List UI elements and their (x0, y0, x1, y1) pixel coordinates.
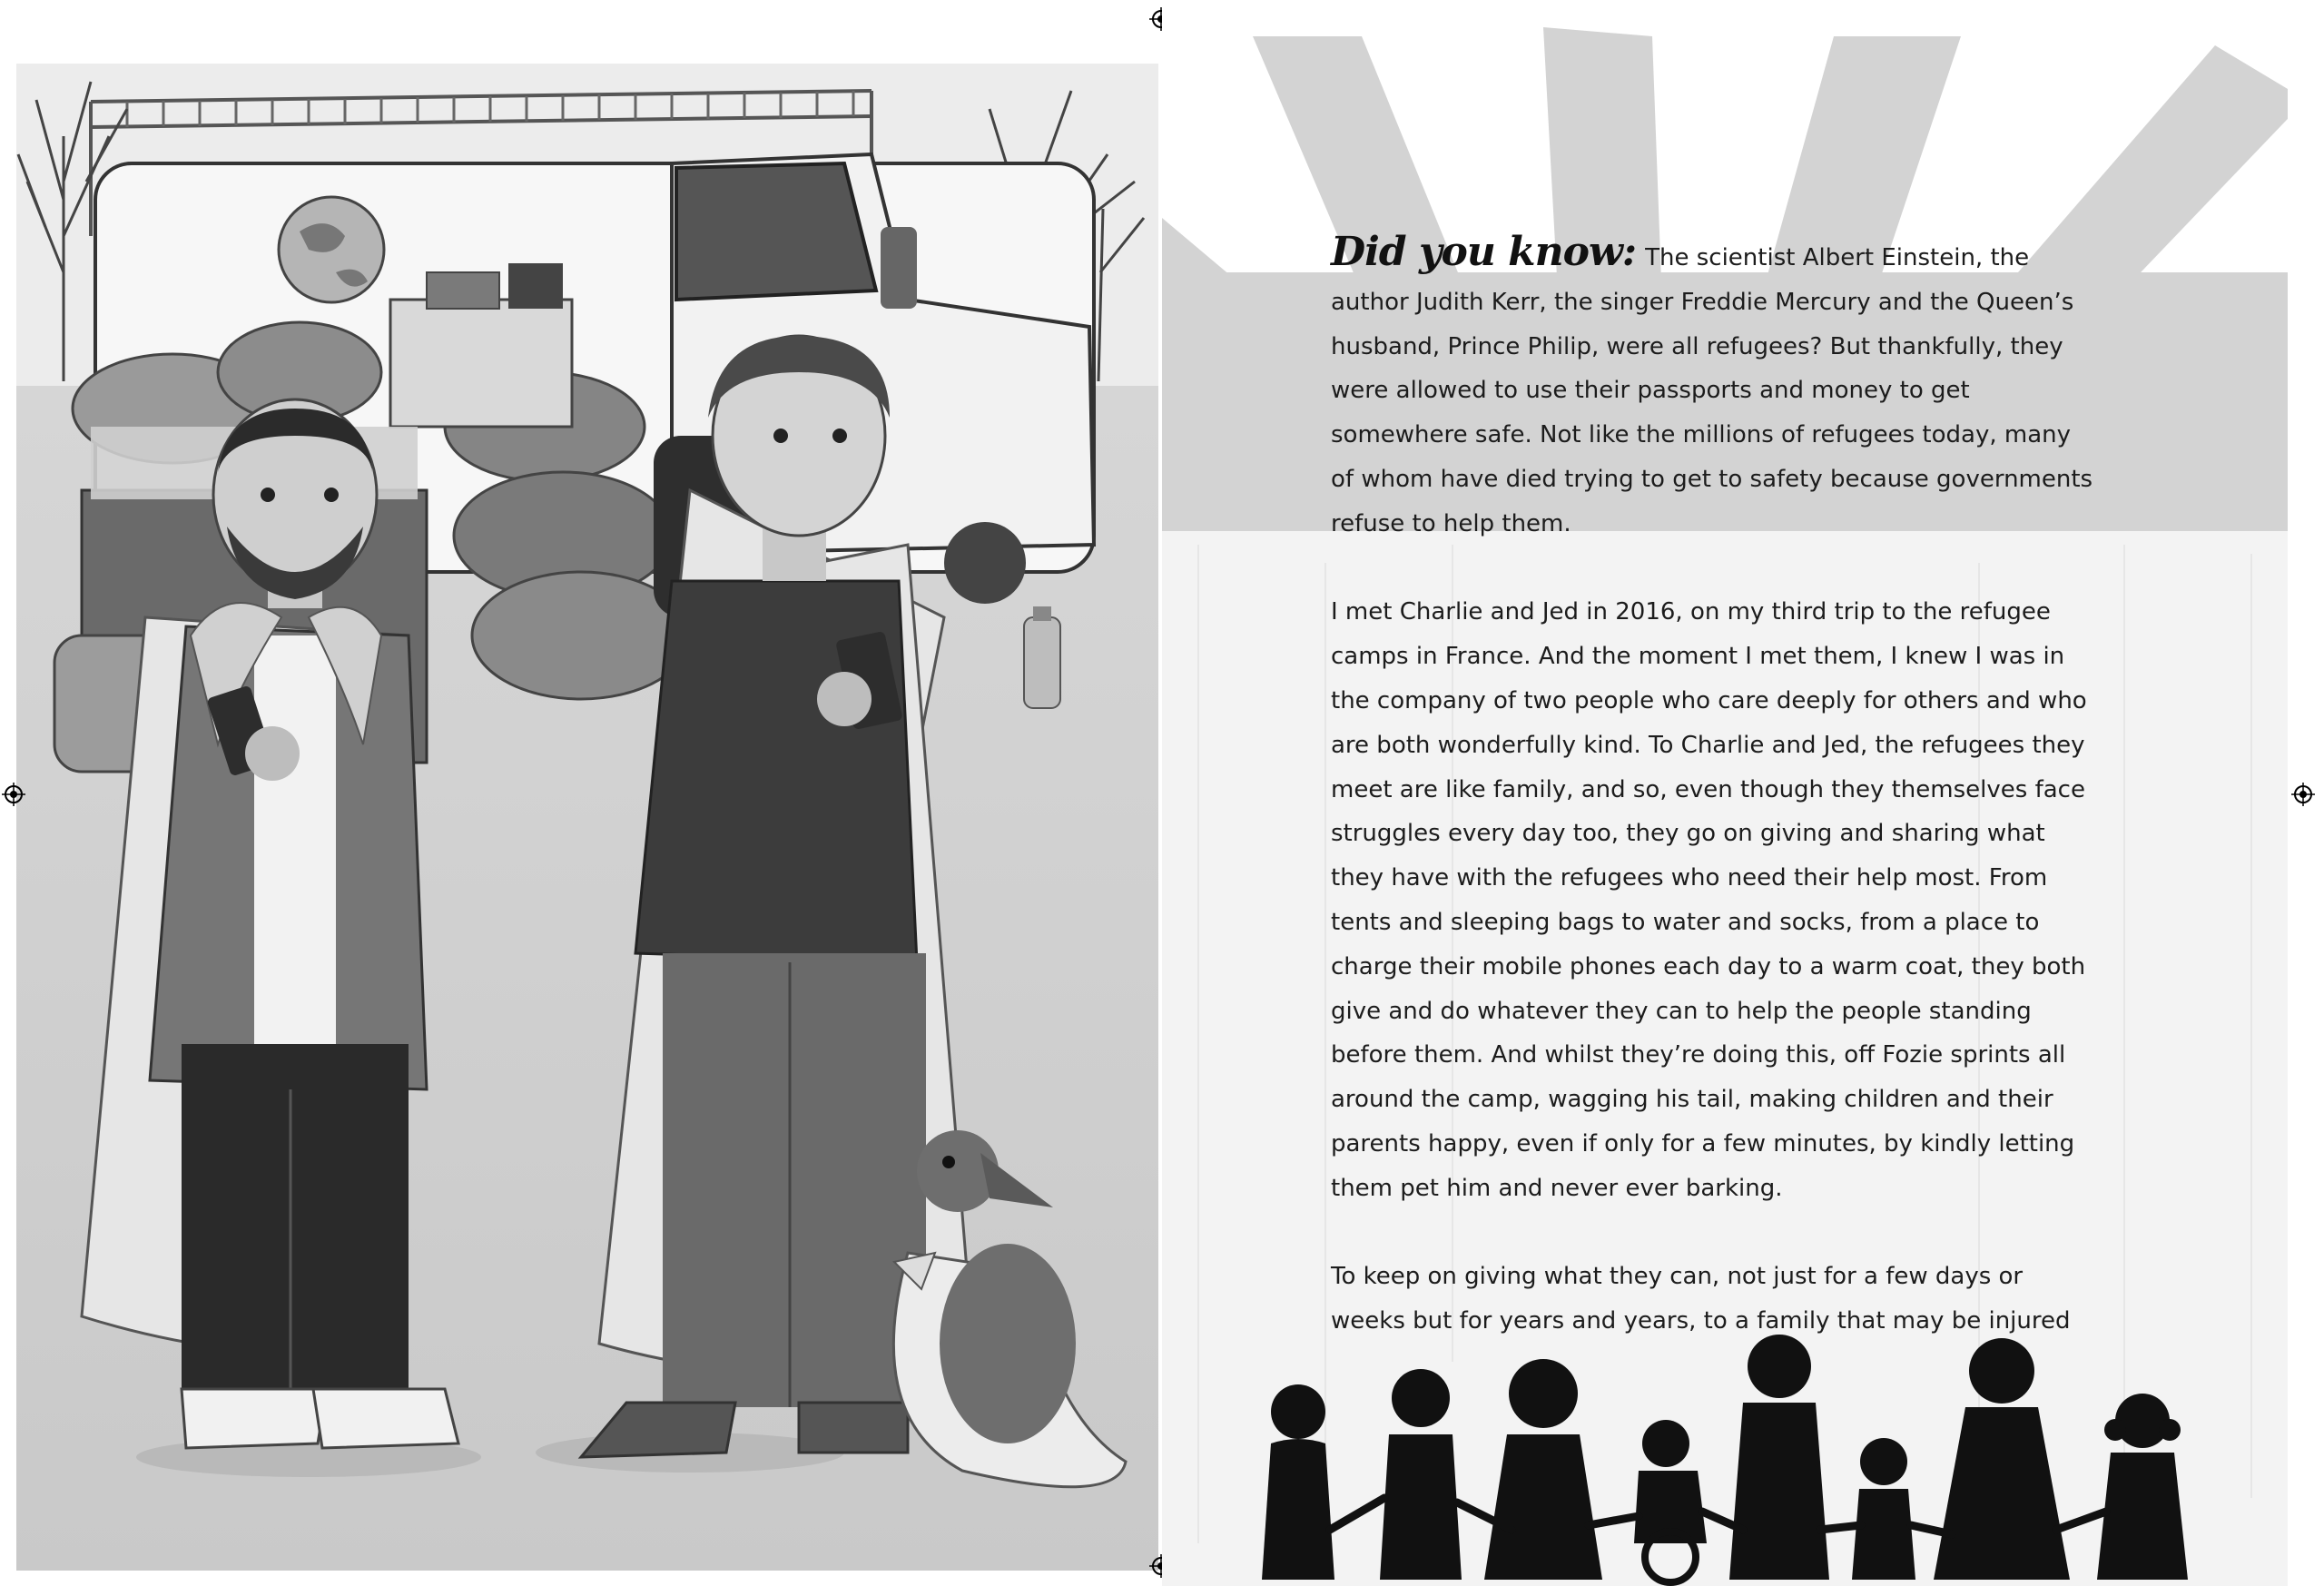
story-paragraph-1: I met Charlie and Jed in 2016, on my third trip to the refugee camps in France. And the moment I met them, I knew I was in the company of two people who care deeply for others and who are both wonderfully kind. To Charlie and Jed, the refugees they meet are like family, and so, even though they themselves face struggles every day too, they go on giving and sharing what they have with the refugees who need their help most. From tents and sleeping bags to water and socks, from a place to charge their mobile phones each day to a warm coat, they both give and do whatever they can to help the people standing before them. And whilst they’re doing this, off Fozie sprints all around the camp, wagging his tail, making children and their parents happy, even if only for a few minutes, by kindly letting them pet him and never ever barking. (1331, 598, 2087, 1202)
silhouette-boy (1380, 1369, 1462, 1580)
registration-mark-left (2, 783, 25, 806)
silhouette-man (1729, 1335, 1829, 1580)
silhouette-girl-pigtails (2097, 1394, 2188, 1580)
silhouette-child-in-wheelchair (1634, 1420, 1707, 1582)
paragraph-spacer (1331, 547, 2093, 591)
story-paragraph-2: To keep on giving what they can, not just for a few days or weeks but for years and years, to a family that may be injured (1331, 1263, 2071, 1335)
water-bottle (1024, 606, 1060, 708)
silhouette-small-boy (1852, 1438, 1915, 1580)
did-you-know-paragraph (1331, 231, 2093, 547)
silhouette-girl-long-hair (1484, 1359, 1602, 1580)
paragraph-spacer (1331, 1211, 2093, 1256)
silhouette-woman (1934, 1338, 2070, 1580)
registration-mark-top-left (1149, 7, 1162, 31)
right-page (1162, 0, 2324, 1586)
body-text (1331, 231, 2093, 1344)
did-you-know-label: Did you know: (1331, 229, 1637, 275)
silhouette-girl (1262, 1384, 1334, 1580)
children-silhouettes (1162, 1307, 2324, 1586)
registration-mark-bottom (1149, 1554, 1162, 1578)
registration-mark-right (2291, 783, 2315, 806)
did-you-know-text: The scientist Albert Einstein, the author Judith Kerr, the singer Freddie Mercury and the Queen’s husband, Prince Philip, were all refugees? But thankfully, they were allowed to use their passports and money to get somewhere safe. Not like the millions of refugees today, many of whom have died trying to get to safety because governments refuse to help them. (1331, 244, 2093, 537)
